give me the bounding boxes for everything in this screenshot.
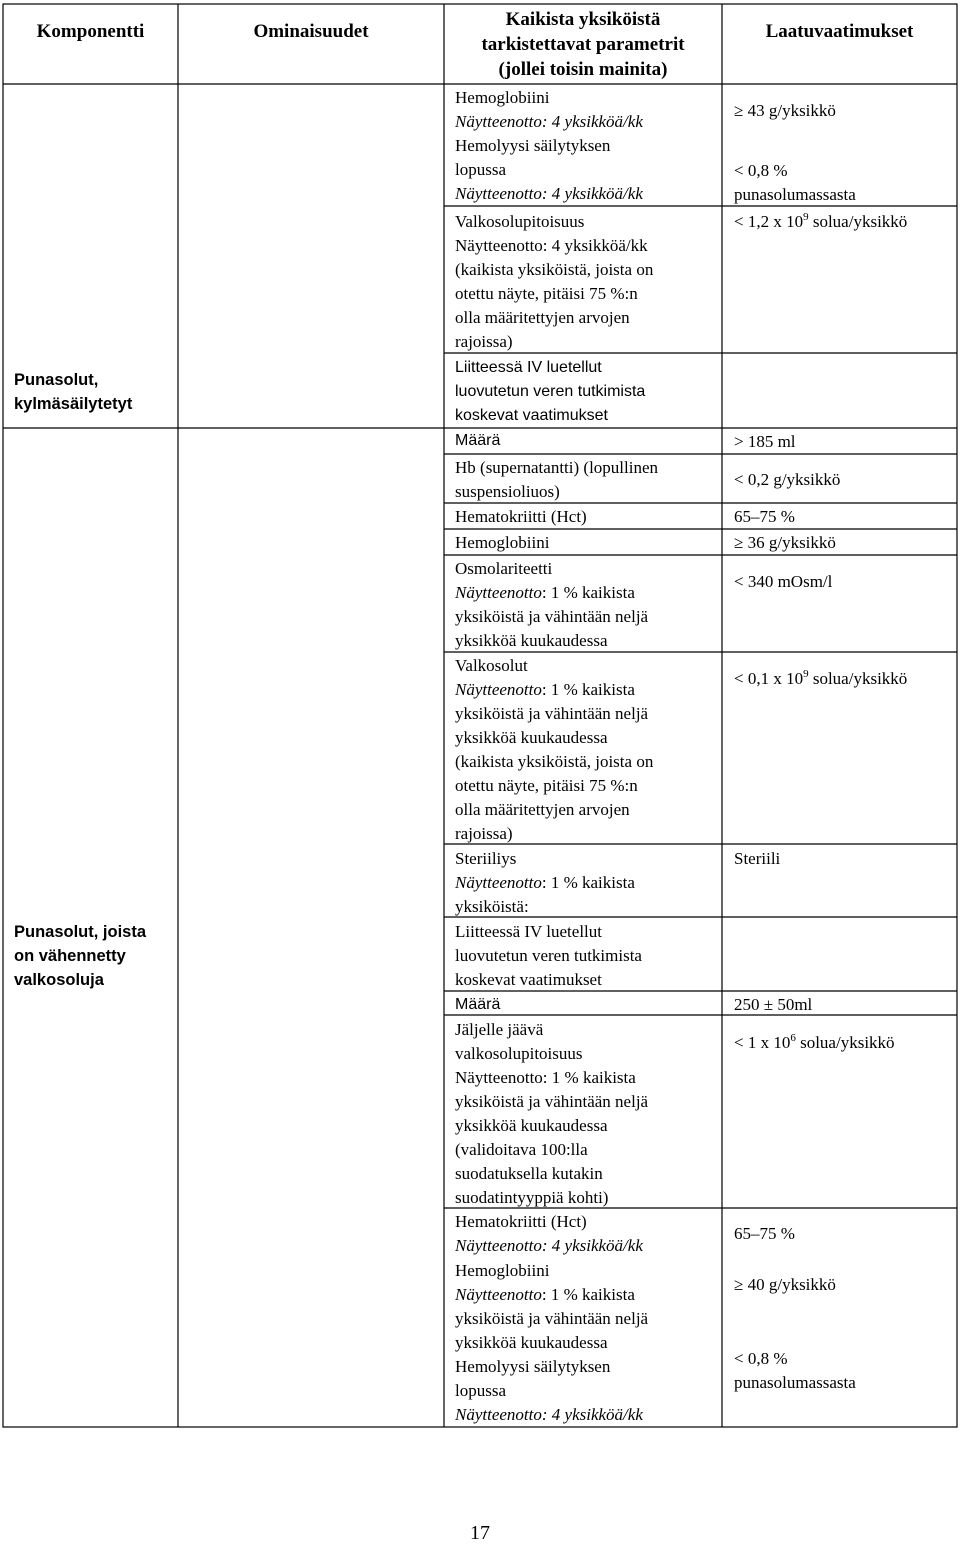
req-s1-valkosolupitoisuus: < 1,2 x $10^9$ solua/yksikkö <box>734 211 908 231</box>
req-s2-maara: 250 ± 50ml <box>734 995 813 1014</box>
req-s2-hemolyysi: < 0,8 % punasolumassasta <box>734 1349 856 1392</box>
req-s1b-hemoglobiini: ≥ 36 g/yksikkö <box>734 533 836 552</box>
req-s1b-osmolariteetti: < 340 mOsm/l <box>734 572 833 591</box>
param-s2-liitteessa-iv: Liitteessä IV luetellut luovutetun veren tutkimista koskevat vaatimukset <box>455 922 642 989</box>
req-s1b-valkosolut: < 0,1 x $10^9$ solua/yksikkö <box>734 668 908 688</box>
param-s1b-osmolariteetti: Osmolariteetti Näytteenotto: 1 % kaikista yksiköistä ja vähintään neljä yksikköä kuukaudessa <box>455 559 649 650</box>
param-s1b-hb-supernatantti: Hb (supernatantti) (lopullinen suspensioliuos) <box>455 458 659 501</box>
header-laatuvaatimukset: Laatuvaatimukset <box>765 21 914 42</box>
header-komponentti: Komponentti <box>36 21 145 42</box>
req-s2-hemoglobiini: ≥ 40 g/yksikkö <box>734 1275 836 1294</box>
param-s1b-steriiliys: Steriiliys Näytteenotto: 1 % kaikista yksiköistä: <box>455 849 635 916</box>
req-s1-hemoglobiini: ≥ 43 g/yksikkö <box>734 101 836 120</box>
req-s2-hematokriitti: 65–75 % <box>734 1224 795 1243</box>
req-s1b-hb-supernatantti: < 0,2 g/yksikkö <box>734 470 841 489</box>
param-s2-hemoglobiini: Hemoglobiini Näytteenotto: 1 % kaikista yksiköistä ja vähintään neljä yksikköä kuukaudessa Hemolyysi säilytyksen lopussa Näytteenotto: 4 yksikköä/kk <box>455 1261 649 1424</box>
header-parametrit: Kaikista yksiköistä tarkistettavat parametrit (jollei toisin mainita) <box>481 9 685 80</box>
req-s1b-steriiliys: Steriili <box>734 849 781 868</box>
param-s1-hemoglobiini: Hemoglobiini Näytteenotto: 4 yksikköä/kk Hemolyysi säilytyksen lopussa Näytteenotto: 4 yksikköä/kk <box>455 88 643 203</box>
component-punasolut-kylmasailytetyt: Punasolut, kylmäsäilytetyt <box>14 371 133 413</box>
param-s1b-hemoglobiini: Hemoglobiini <box>455 533 550 552</box>
param-s2-jaljelle-jaava: Jäljelle jäävä valkosolupitoisuus Näytteenotto: 1 % kaikista yksiköistä ja vähintään neljä yksikköä kuukaudessa (validoitava 100:lla suodatuksella kutakin suodatintyyppiä kohti) <box>455 1020 649 1207</box>
component-punasolut-vahennetty-valkosoluja: Punasolut, joista on vähennetty valkosoluja <box>14 923 147 989</box>
param-s1b-hematokriitti: Hematokriitti (Hct) <box>455 507 587 526</box>
param-s1b-valkosolut: Valkosolut Näytteenotto: 1 % kaikista yksiköistä ja vähintään neljä yksikköä kuukaudessa (kaikista yksiköistä, joista on otettu näyte, pitäisi 75 %:n olla määritettyjen arvojen rajoissa) <box>455 656 654 843</box>
param-s1b-maara: Määrä <box>455 432 501 449</box>
req-s1b-maara: > 185 ml <box>734 432 796 451</box>
param-s1-valkosolupitoisuus: Valkosolupitoisuus Näytteenotto: 4 yksikköä/kk (kaikista yksiköistä, joista on otettu näyte, pitäisi 75 %:n olla määritettyjen arvojen rajoissa) <box>455 212 654 351</box>
req-s2-jaljelle-jaava: < 1 x $10^6$ solua/yksikkö <box>734 1032 895 1052</box>
param-s2-hematokriitti: Hematokriitti (Hct) Näytteenotto: 4 yksikköä/kk <box>455 1212 643 1255</box>
param-s1-liitteessa-iv: Liitteessä IV luetellut luovutetun veren tutkimista koskevat vaatimukset <box>455 359 646 424</box>
header-ominaisuudet: Ominaisuudet <box>253 21 369 42</box>
param-s2-maara: Määrä <box>455 996 501 1013</box>
req-s1-hemolyysi: < 0,8 % punasolumassasta <box>734 161 856 204</box>
page-number: 17 <box>470 1522 490 1544</box>
req-s1b-hematokriitti: 65–75 % <box>734 507 795 526</box>
